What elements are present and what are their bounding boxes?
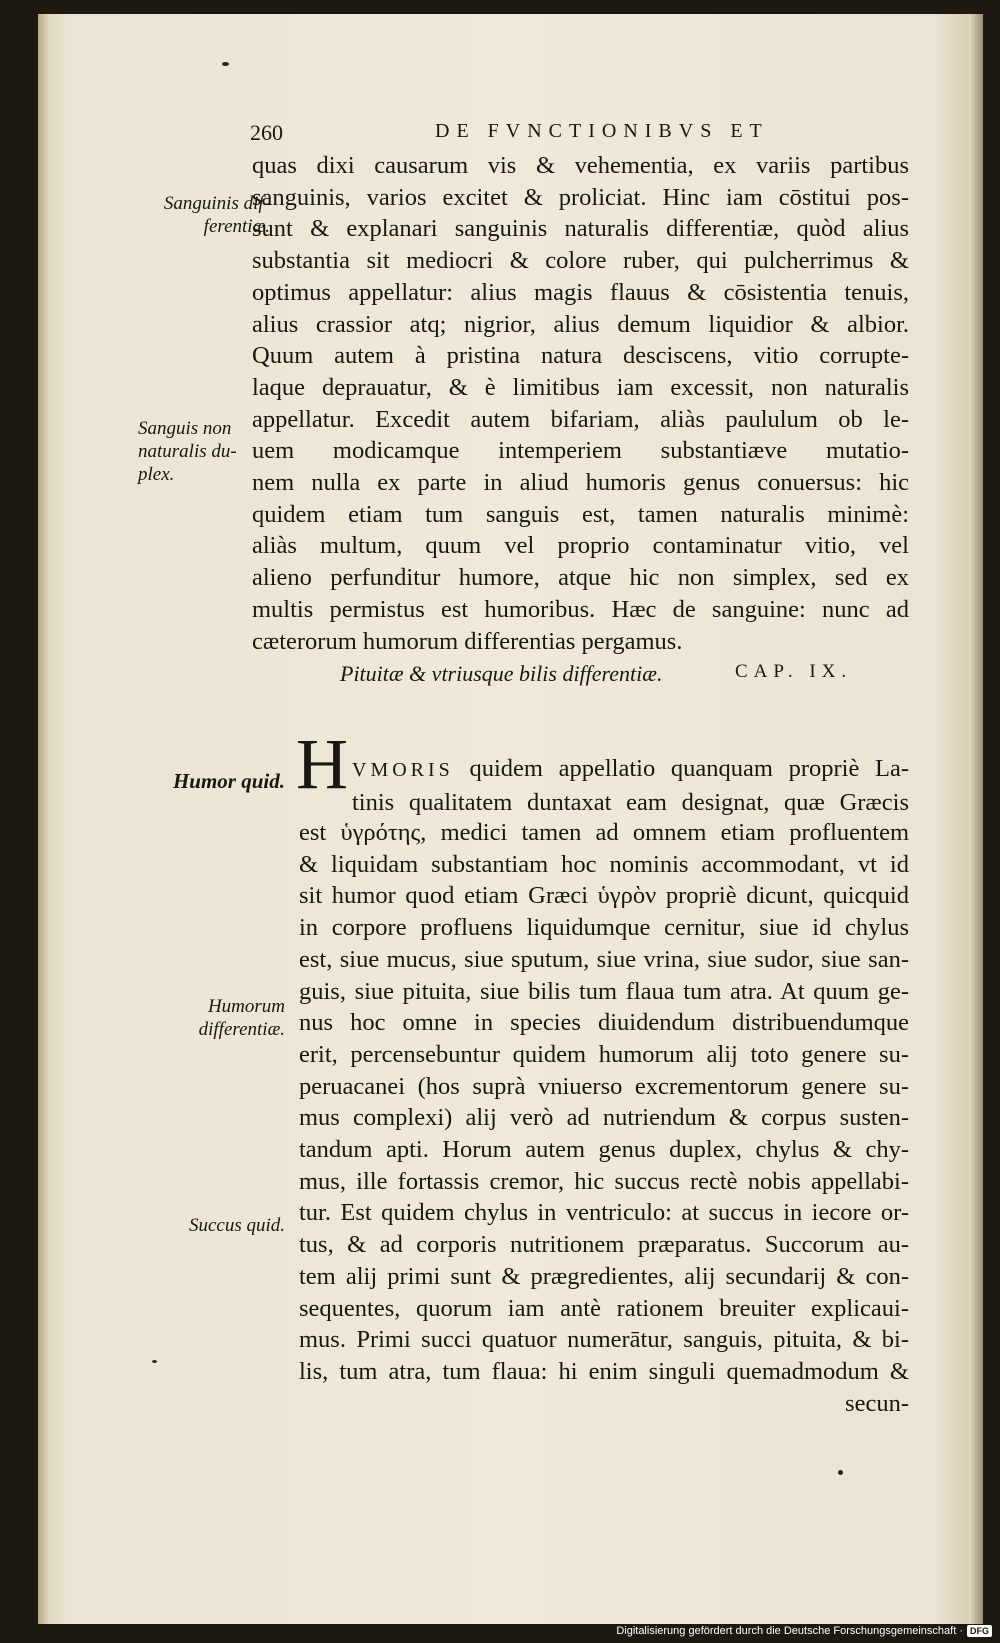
text-line: optimus appellatur: alius magis flauus & cōsistentia tenuis, xyxy=(252,278,909,306)
text-line: tem alij primi sunt & prægredientes, alij secundarij & con- xyxy=(299,1262,909,1290)
text-line: sit humor quod etiam Græci ὑγρὸν propriè dicunt, quicquid xyxy=(299,882,909,910)
text-line: alius crassior atq; nigrior, alius demum liquidior & albior. xyxy=(252,310,909,338)
footer-credit-text: Digitalisierung gefördert durch die Deutsche Forschungsgemeinschaft · xyxy=(616,1625,963,1637)
text-line: est ὑγρότης, medici tamen ad omnem etiam profluentem xyxy=(299,819,909,846)
text-line: tinis qualitatem duntaxat eam designat, quæ Græcis xyxy=(352,788,909,816)
text-line: substantia sit mediocri & colore ruber, qui pulcherrimus & xyxy=(252,247,909,275)
margin-note-humorum-differentiae: Humorum differentiæ. xyxy=(198,996,285,1040)
text-line: sunt & explanari sanguinis naturalis differentiæ, quòd alius xyxy=(252,215,909,243)
chapter-heading xyxy=(340,661,900,693)
first-word: VMORIS xyxy=(352,759,454,781)
text-line: mus, ille fortassis cremor, hic succus rectè nobis appellabi- xyxy=(299,1167,909,1195)
catchword: secun- xyxy=(845,1389,909,1417)
text-line: Quum autem à pristina natura desciscens, vitio corrupte- xyxy=(252,342,909,370)
text-line: sanguinis, varios excitet & proliciat. Hinc iam cōstitui pos- xyxy=(252,183,909,211)
text-line: mus. Primi succi quatuor numerātur, sanguis, pituita, & bi- xyxy=(299,1326,909,1354)
text-line: quas dixi causarum vis & vehementia, ex variis partibus xyxy=(252,152,909,179)
first-line-rest: quidem appellatio quanquam propriè La- xyxy=(453,755,909,782)
text-line: quidem etiam tum sanguis est, tamen naturalis minimè: xyxy=(252,500,909,528)
text-line: cæterorum humorum differentias pergamus. xyxy=(252,627,683,655)
text-block-humor xyxy=(299,817,909,1419)
text-line: nem nulla ex parte in aliud humoris genus conuersus: hic xyxy=(252,469,909,497)
text-line: tus, & ad corporis nutritionem præparatus. Succorum au- xyxy=(299,1231,909,1259)
running-title: DE FVNCTIONIBVS ET xyxy=(435,120,769,142)
text-line: guis, siue pituita, siue bilis tum flaua tum atra. At quum ge- xyxy=(299,977,909,1005)
text-line: mus complexi) alij verò ad nutriendum & corpus susten- xyxy=(299,1104,909,1132)
text-line: nus hoc omne in species diuidendum distribuendumque xyxy=(299,1009,909,1037)
ink-speck xyxy=(152,1360,157,1363)
margin-note-sanguinis-differentiae: Sanguinis dif- ferentiæ. xyxy=(163,193,270,237)
text-line: appellatur. Excedit autem bifariam, aliàs paululum ob le- xyxy=(252,405,909,433)
text-line: in corpore profluens liquidumque cernitur, siue id chylus xyxy=(299,914,909,942)
text-line: lis, tum atra, tum flaua: hi enim singuli quemadmodum & xyxy=(299,1357,909,1385)
page-right-edge xyxy=(969,14,983,1624)
text-line: erit, percensebuntur quidem humorum alij toto genere su- xyxy=(299,1040,909,1068)
ink-speck xyxy=(838,1470,843,1475)
text-line: tandum apti. Horum autem genus duplex, chylus & chy- xyxy=(299,1136,909,1164)
text-line: alieno perfunditur humore, atque hic non simplex, sed ex xyxy=(252,564,909,592)
page-number: 260 xyxy=(250,120,283,145)
dfg-logo: DFG xyxy=(967,1625,992,1637)
text-line: laque deprauatur, & è limitibus iam excessit, non naturalis xyxy=(252,373,909,401)
chapter-title: Pituitæ & vtriusque bilis differentiæ. xyxy=(340,661,663,686)
page-left-edge xyxy=(38,14,50,1624)
text-line: & liquidam substantiam hoc nominis accommodant, vt id xyxy=(299,850,909,878)
text-line: aliàs multum, quum vel proprio contaminatur vitio, vel xyxy=(252,532,909,560)
text-line xyxy=(352,753,909,787)
ink-speck xyxy=(222,62,229,66)
margin-note-humor-quid: Humor quid. xyxy=(172,769,285,793)
running-head xyxy=(250,120,950,150)
text-line: multis permistus est humoribus. Hæc de sanguine: nunc ad xyxy=(252,595,909,623)
margin-note-succus-quid: Succus quid. xyxy=(188,1215,285,1236)
footer-credit xyxy=(616,1625,992,1637)
text-block-sanguis xyxy=(252,150,909,657)
text-line: uem modicamque intemperiem substantiæve mutatio- xyxy=(252,437,909,465)
text-line: est, siue mucus, siue sputum, siue vrina, siue sudor, siue san- xyxy=(299,945,909,973)
text-block-humor-opening xyxy=(352,753,909,818)
drop-cap: H xyxy=(296,724,348,804)
text-line: sequentes, quorum iam antè rationem breuiter explicaui- xyxy=(299,1294,909,1322)
text-line: tur. Est quidem chylus in ventriculo: at succus in iecore or- xyxy=(299,1199,909,1227)
margin-note-sanguis-non-naturalis: Sanguis non naturalis du- plex. xyxy=(138,418,237,485)
chapter-number: CAP. IX. xyxy=(735,661,853,682)
text-line: peruacanei (hos suprà vniuerso excrementorum genere su- xyxy=(299,1072,909,1100)
